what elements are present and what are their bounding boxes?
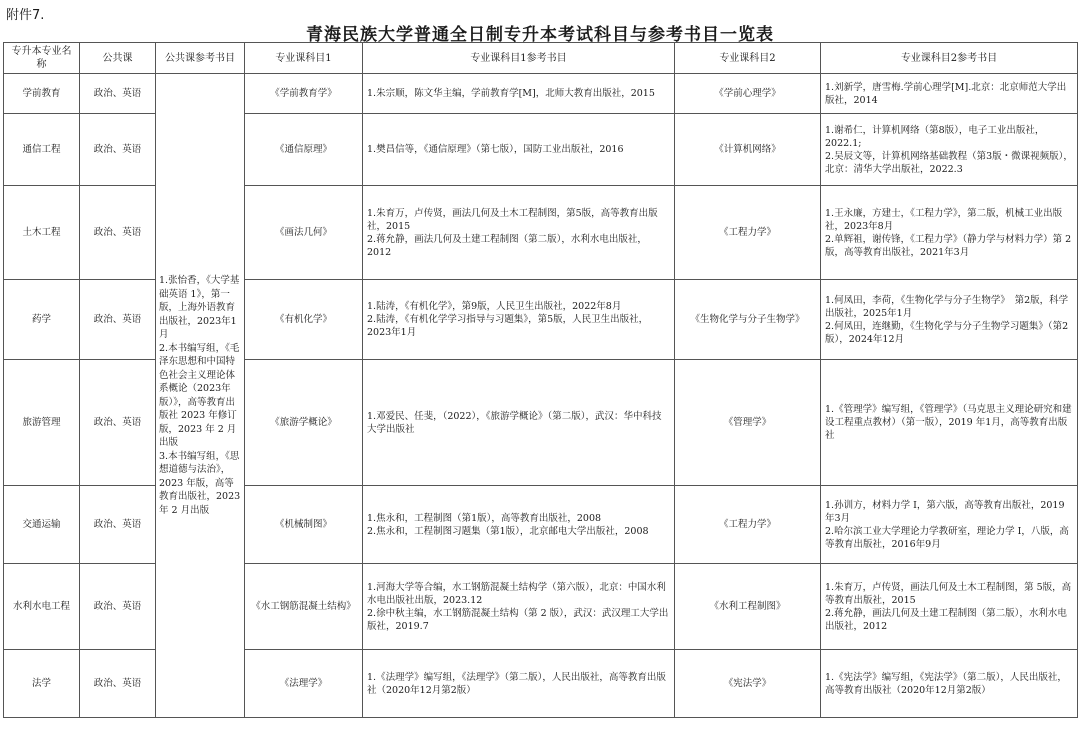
subject-1-refs-cell: 1.邓爱民、任斐，（2022），《旅游学概论》（第二版），武汉：华中科技大学出版社	[363, 360, 675, 486]
header-major: 专升本专业名称	[4, 43, 80, 74]
public-course-cell: 政治、英语	[80, 114, 156, 186]
subject-1-cell: 《旅游学概论》	[245, 360, 363, 486]
subject-1-cell: 《画法几何》	[245, 186, 363, 280]
exam-subjects-table	[3, 42, 1078, 718]
major-cell: 交通运输	[4, 486, 80, 564]
subject-2-refs-cell: 1.刘新学，唐雪梅.学前心理学[M].北京：北京师范大学出版社，2014	[821, 74, 1078, 114]
subject-1-refs-cell: 1.焦永和，工程制图（第1版），高等教育出版社，2008 2.焦永和，工程制图习题集（第1版），北京邮电大学出版社，2008	[363, 486, 675, 564]
subject-1-refs-cell: 1.《法理学》编写组，《法理学》（第二版），人民出版社，高等教育出版社（2020年12月第2版）	[363, 650, 675, 718]
subject-1-cell: 《有机化学》	[245, 280, 363, 360]
public-course-cell: 政治、英语	[80, 360, 156, 486]
major-cell: 土木工程	[4, 186, 80, 280]
public-course-cell: 政治、英语	[80, 74, 156, 114]
header-subject-1-refs: 专业课科目1参考书目	[363, 43, 675, 74]
header-public-refs: 公共课参考书目	[156, 43, 245, 74]
header-subject-1: 专业课科目1	[245, 43, 363, 74]
subject-1-refs-cell: 1.陆涛，《有机化学》，第9版，人民卫生出版社，2022年8月 2.陆涛，《有机化学学习指导与习题集》，第5版，人民卫生出版社，2023年1月	[363, 280, 675, 360]
public-refs-cell: 1.张怡香，《大学基础英语 1》，第一版，上海外语教育出版社，2023年1月 2.本书编写组，《毛泽东思想和中国特色社会主义理论体系概论（2023年版）》，高等教育出版社 2023 年修订版，2023 年 2 月出版 3.本书编写组，《思想道德与法治》，2023 年版，高等教育出版社，2023 年 2 月出版	[156, 74, 245, 718]
subject-1-cell: 《法理学》	[245, 650, 363, 718]
header-subject-2-refs: 专业课科目2参考书目	[821, 43, 1078, 74]
subject-2-refs-cell: 1.王永廉，方建士，《工程力学》，第二版，机械工业出版社，2023年8月 2.单辉祖，谢传锋，《工程力学》（静力学与材料力学）第 2 版，高等教育出版社，2021年3月	[821, 186, 1078, 280]
subject-1-cell: 《水工钢筋混凝土结构》	[245, 564, 363, 650]
public-course-cell: 政治、英语	[80, 486, 156, 564]
subject-1-refs-cell: 1.朱宗顺，陈文华主编，学前教育学[M]，北师大教育出版社，2015	[363, 74, 675, 114]
subject-2-cell: 《计算机网络》	[675, 114, 821, 186]
major-cell: 法学	[4, 650, 80, 718]
major-cell: 通信工程	[4, 114, 80, 186]
subject-2-refs-cell: 1.朱育万，卢传贤，画法几何及土木工程制图，第 5版，高等教育出版社，2015 2.蒋允静，画法几何及土建工程制图（第二版），水利水电出版社，2012	[821, 564, 1078, 650]
subject-1-refs-cell: 1.朱育万，卢传贤，画法几何及土木工程制图，第5版，高等教育出版社，2015 2.蒋允静，画法几何及土建工程制图（第二版），水利水电出版社，2012	[363, 186, 675, 280]
subject-2-refs-cell: 1.何凤田，李荷，《生物化学与分子生物学》 第2版，科学出版社，2025年1月 2.何凤田，连继勤，《生物化学与分子生物学习题集》（第2版），2024年12月	[821, 280, 1078, 360]
major-cell: 旅游管理	[4, 360, 80, 486]
header-subject-2: 专业课科目2	[675, 43, 821, 74]
page-title: 青海民族大学普通全日制专升本考试科目与参考书目一览表	[306, 25, 774, 45]
subject-2-cell: 《工程力学》	[675, 486, 821, 564]
subject-2-cell: 《管理学》	[675, 360, 821, 486]
subject-2-cell: 《学前心理学》	[675, 74, 821, 114]
table-header-row	[4, 43, 1078, 74]
subject-2-refs-cell: 1.谢希仁，计算机网络（第8版），电子工业出版社，2022.1; 2.吴辰文等，计算机网络基础教程（第3版・微课视频版），北京：清华大学出版社，2022.3	[821, 114, 1078, 186]
header-public-course: 公共课	[80, 43, 156, 74]
subject-2-refs-cell: 1.《管理学》编写组，《管理学》（马克思主义理论研究和建设工程重点教材）（第一版），2019 年1月，高等教育出版社	[821, 360, 1078, 486]
subject-1-cell: 《学前教育学》	[245, 74, 363, 114]
major-cell: 水利水电工程	[4, 564, 80, 650]
attachment-label: 附件7.	[6, 8, 45, 23]
public-course-cell: 政治、英语	[80, 564, 156, 650]
subject-1-refs-cell: 1.河海大学等合编，水工钢筋混凝土结构学（第六版），北京：中国水利水电出版社出版，2023.12 2.徐中秋主编，水工钢筋混凝土结构（第 2 版），武汉：武汉理工大学出版社，2019.7	[363, 564, 675, 650]
subject-2-cell: 《水利工程制图》	[675, 564, 821, 650]
public-course-cell: 政治、英语	[80, 650, 156, 718]
subject-2-refs-cell: 1.孙训方，材料力学 I，第六版，高等教育出版社，2019年3月 2.哈尔滨工业大学理论力学教研室，理论力学 I，八版，高等教育出版社，2016年9月	[821, 486, 1078, 564]
major-cell: 学前教育	[4, 74, 80, 114]
subject-1-cell: 《机械制图》	[245, 486, 363, 564]
subject-2-cell: 《宪法学》	[675, 650, 821, 718]
public-course-cell: 政治、英语	[80, 280, 156, 360]
subject-1-cell: 《通信原理》	[245, 114, 363, 186]
public-course-cell: 政治、英语	[80, 186, 156, 280]
subject-2-refs-cell: 1.《宪法学》编写组，《宪法学》（第二版），人民出版社，高等教育出版社（2020年12月第2版）	[821, 650, 1078, 718]
subject-2-cell: 《工程力学》	[675, 186, 821, 280]
subject-1-refs-cell: 1.樊昌信等，《通信原理》（第七版），国防工业出版社，2016	[363, 114, 675, 186]
subject-2-cell: 《生物化学与分子生物学》	[675, 280, 821, 360]
major-cell: 药学	[4, 280, 80, 360]
table-row	[4, 74, 1078, 114]
